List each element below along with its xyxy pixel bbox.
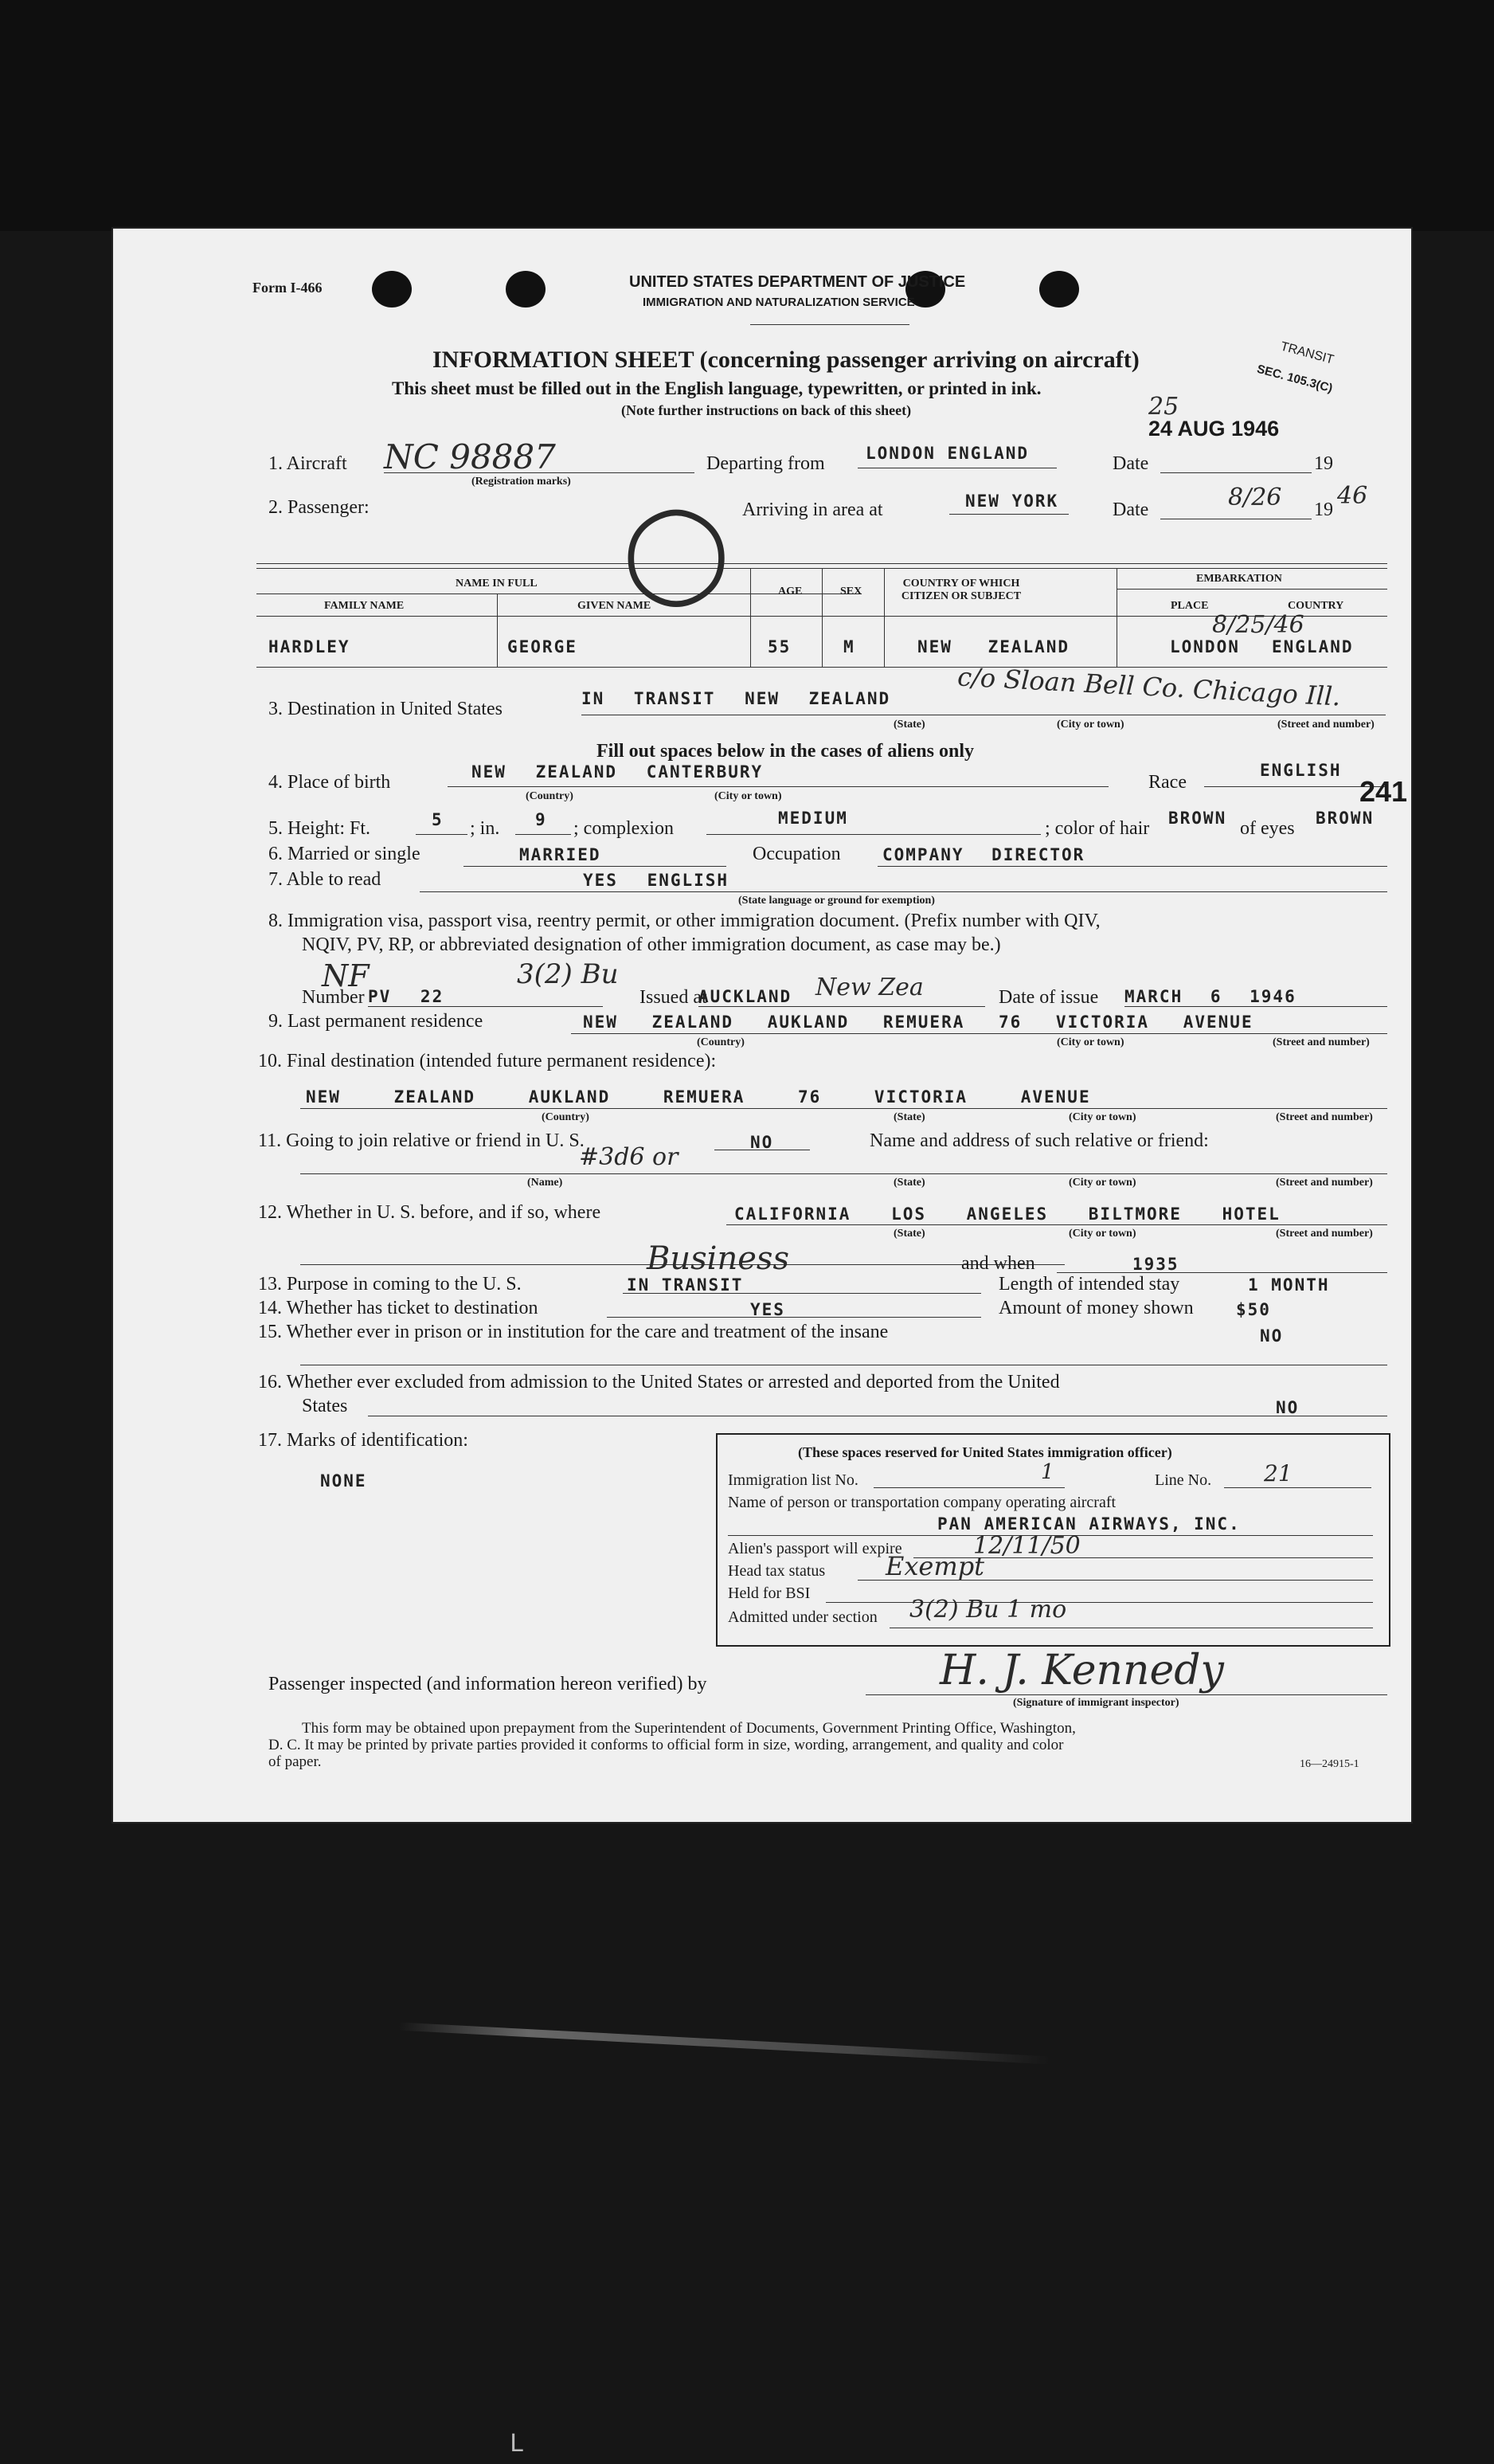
departing-label: Departing from: [706, 453, 825, 474]
prison-value: NO: [1260, 1326, 1284, 1346]
height-label: 5. Height: Ft.: [268, 818, 371, 839]
excluded-label: 16. Whether ever excluded from admission to the United States or arrested and deported from the United: [258, 1372, 1060, 1393]
punch-hole-1: [372, 271, 412, 308]
caption-country: (Country): [697, 1036, 745, 1048]
read-value: YES ENGLISH: [583, 871, 729, 890]
section-stamp: SEC. 105.3(C): [1255, 362, 1335, 396]
marital-value: MARRIED: [519, 845, 601, 864]
prison-label: 15. Whether ever in prison or in institution for the care and treatment of the insane: [258, 1322, 889, 1342]
family-name-header: FAMILY NAME: [324, 600, 405, 612]
visa-handwritten-nf: NF: [322, 958, 370, 993]
name-in-full-header: NAME IN FULL: [456, 578, 538, 590]
arr-year-prefix: 19: [1314, 499, 1333, 520]
visa-label: 8. Immigration visa, passport visa, reentry permit, or other immigration document. (Prefix number with QIV,: [268, 911, 1101, 931]
birthplace-label: 4. Place of birth: [268, 772, 391, 793]
caption-state: (State): [894, 1111, 925, 1123]
purpose-handwritten: Business: [647, 1240, 789, 1277]
headtax-handwritten: Exempt: [886, 1551, 985, 1581]
punch-hole-4: [1039, 271, 1079, 308]
last-residence-label: 9. Last permanent residence: [268, 1011, 483, 1032]
caption-city: (City or town): [1069, 1111, 1136, 1123]
sex-header: SEX: [840, 586, 862, 597]
handwritten-circle: ◯: [623, 496, 730, 606]
date-label: Date: [1113, 453, 1149, 474]
embark-country-value: ENGLAND: [1272, 637, 1354, 656]
occupation-label: Occupation: [753, 844, 841, 864]
admitted-handwritten: 3(2) Bu 1 mo: [909, 1596, 1067, 1624]
excluded-value: NO: [1276, 1398, 1300, 1417]
given-name-header: GIVEN NAME: [577, 600, 651, 612]
caption-street: (Street and number): [1277, 719, 1375, 731]
read-label: 7. Able to read: [268, 869, 381, 890]
caption-state: (State): [894, 719, 925, 731]
doi-label: Date of issue: [999, 987, 1099, 1008]
footer-line-1: This form may be obtained upon prepayment from the Superintendent of Documents, Government Printing Office, Washington,: [302, 1720, 1076, 1737]
caption-city: (City or town): [714, 790, 782, 802]
family-name-value: HARDLEY: [268, 637, 350, 656]
footer-code: 16—24915-1: [1300, 1758, 1359, 1770]
arrival-date-stamp: 24 AUG 1946: [1148, 417, 1280, 441]
issued-handwritten: New Zea: [815, 973, 924, 1001]
caption-country: (Country): [542, 1111, 589, 1123]
line-handwritten: 21: [1264, 1460, 1293, 1487]
line-label: Line No.: [1155, 1471, 1212, 1489]
officer-box-title: (These spaces reserved for United States immigration officer): [798, 1444, 1172, 1460]
join-value: NO: [750, 1133, 774, 1152]
eyes-label: of eyes: [1240, 818, 1295, 839]
inspector-signature: H. J. Kennedy: [940, 1647, 1224, 1694]
caption-city: (City or town): [1057, 719, 1124, 731]
form-note: (Note further instructions on back of this sheet): [621, 402, 912, 418]
before-label: 12. Whether in U. S. before, and if so, where: [258, 1202, 601, 1223]
money-value: $50: [1236, 1300, 1271, 1319]
when-label: and when: [961, 1253, 1035, 1274]
complexion-value: MEDIUM: [778, 809, 848, 828]
height-in: 9: [535, 810, 547, 829]
destination-value: IN TRANSIT NEW ZEALAND: [581, 689, 891, 708]
aircraft-label: 1. Aircraft: [268, 453, 347, 474]
stay-value: 1 MONTH: [1248, 1275, 1330, 1295]
age-header: AGE: [778, 586, 803, 597]
caption-street: (Street and number): [1273, 1036, 1370, 1048]
when-value: 1935: [1132, 1255, 1179, 1274]
list-label: Immigration list No.: [728, 1471, 858, 1489]
sex-value: M: [843, 637, 855, 656]
film-mark: L: [510, 2430, 525, 2458]
occupation-value: COMPANY DIRECTOR: [882, 845, 1085, 864]
marital-label: 6. Married or single: [268, 844, 420, 864]
header-rule: [750, 324, 909, 325]
destination-label: 3. Destination in United States: [268, 699, 503, 719]
company-value: PAN AMERICAN AIRWAYS, INC.: [937, 1514, 1241, 1534]
caption-city: (City or town): [1057, 1036, 1124, 1048]
passport-label: Alien's passport will expire: [728, 1540, 902, 1557]
caption-street: (Street and number): [1276, 1111, 1373, 1123]
doi-value: MARCH 6 1946: [1124, 987, 1296, 1006]
film-border-top: [0, 0, 1494, 231]
embark-handwritten: 8/25/46: [1212, 611, 1304, 639]
place-header: PLACE: [1171, 600, 1209, 612]
embark-place-value: LONDON: [1170, 637, 1240, 656]
country-header: COUNTRY: [1288, 600, 1344, 612]
hair-value: BROWN: [1168, 809, 1227, 828]
caption-name: (Name): [527, 1177, 563, 1189]
number-label: Number: [302, 987, 365, 1008]
birthplace-value: NEW ZEALAND CANTERBURY: [471, 762, 764, 782]
last-residence-value: NEW ZEALAND AUKLAND REMUERA 76 VICTORIA AVENUE: [583, 1013, 1253, 1032]
departing-value: LONDON ENGLAND: [866, 444, 1030, 463]
marks-label: 17. Marks of identification:: [258, 1430, 468, 1451]
read-caption: (State language or ground for exemption): [738, 895, 935, 907]
inspected-label: Passenger inspected (and information hereon verified) by: [268, 1674, 707, 1694]
issued-label: Issued at: [639, 987, 707, 1008]
admitted-label: Admitted under section: [728, 1608, 878, 1626]
arr-year-handwritten: 46: [1337, 482, 1368, 510]
before-value: CALIFORNIA LOS ANGELES BILTMORE HOTEL: [734, 1205, 1281, 1224]
height-ft: 5: [432, 810, 444, 829]
arriving-value: NEW YORK: [965, 492, 1059, 511]
form-number: Form I-466: [252, 280, 323, 296]
complexion-label: ; complexion: [573, 818, 674, 839]
handwritten-date: 25: [1148, 393, 1179, 421]
form-subtitle: This sheet must be filled out in the English language, typewritten, or printed in ink.: [392, 378, 1042, 398]
age-value: 55: [768, 637, 792, 656]
stamp-number: 241: [1359, 775, 1408, 808]
caption-country: (Country): [526, 790, 573, 802]
bsi-label: Held for BSI: [728, 1585, 811, 1602]
visa-handwritten-class: 3(2) Bu: [517, 958, 619, 990]
join-label: 11. Going to join relative or friend in U. S.: [258, 1130, 585, 1151]
arriving-label: Arriving in area at: [742, 499, 883, 520]
signature-caption: (Signature of immigrant inspector): [1013, 1697, 1179, 1709]
company-label: Name of person or transportation company operating aircraft: [728, 1494, 1117, 1511]
final-destination-label: 10. Final destination (intended future permanent residence):: [258, 1051, 717, 1071]
service-name: IMMIGRATION AND NATURALIZATION SERVICE: [643, 296, 915, 309]
stay-label: Length of intended stay: [999, 1274, 1180, 1295]
registration-caption: (Registration marks): [471, 476, 571, 488]
passenger-label: 2. Passenger:: [268, 497, 370, 518]
destination-handwritten: c/o Sloan Bell Co. Chicago Ill.: [956, 661, 1342, 712]
form-title: INFORMATION SHEET (concerning passenger arriving on aircraft): [432, 347, 1140, 373]
eyes-value: BROWN: [1316, 809, 1375, 828]
money-label: Amount of money shown: [999, 1298, 1194, 1318]
embarkation-header: EMBARKATION: [1196, 573, 1282, 585]
footer-line-3: of paper.: [268, 1753, 322, 1770]
given-name-value: GEORGE: [507, 637, 577, 656]
citizen-value: NEW ZEALAND: [917, 637, 1070, 656]
department-name: UNITED STATES DEPARTMENT OF JUSTICE: [629, 273, 966, 291]
number-value: PV 22: [368, 987, 444, 1006]
transit-stamp: TRANSIT: [1279, 339, 1336, 367]
purpose-label: 13. Purpose in coming to the U. S.: [258, 1274, 522, 1295]
caption-street: (Street and number): [1276, 1177, 1373, 1189]
final-destination-value: NEW ZEALAND AUKLAND REMUERA 76 VICTORIA AVENUE: [306, 1087, 1091, 1107]
join-handwritten: #3d6 or: [579, 1143, 679, 1171]
race-value: ENGLISH: [1260, 761, 1342, 780]
arr-date-label: Date: [1113, 499, 1149, 520]
ticket-value: YES: [750, 1300, 785, 1319]
caption-city: (City or town): [1069, 1228, 1136, 1240]
list-handwritten: 1: [1041, 1460, 1054, 1484]
caption-state: (State): [894, 1228, 925, 1240]
punch-hole-2: [506, 271, 546, 308]
aliens-only-header: Fill out spaces below in the cases of aliens only: [596, 741, 975, 762]
marks-value: NONE: [320, 1471, 367, 1491]
ticket-label: 14. Whether has ticket to destination: [258, 1298, 538, 1318]
in-label: ; in.: [470, 818, 500, 839]
caption-state: (State): [894, 1177, 925, 1189]
year-prefix: 19: [1314, 453, 1333, 474]
excluded-label-2: States: [302, 1396, 348, 1416]
hair-label: ; color of hair: [1045, 818, 1150, 839]
purpose-value: IN TRANSIT: [627, 1275, 744, 1295]
passport-handwritten: 12/11/50: [973, 1532, 1081, 1560]
film-scratch: [398, 2023, 1050, 2065]
caption-city: (City or town): [1069, 1177, 1136, 1189]
citizen-header: COUNTRY OF WHICH CITIZEN OR SUBJECT: [901, 578, 1022, 602]
arr-date-handwritten: 8/26: [1228, 484, 1282, 511]
footer-line-2: D. C. It may be printed by private parties provided it conforms to official form in size, wording, arrangement, and quality and color: [268, 1737, 1064, 1753]
headtax-label: Head tax status: [728, 1562, 826, 1580]
aircraft-handwritten: NC 98887: [384, 437, 556, 476]
join-name-label: Name and address of such relative or friend:: [870, 1130, 1209, 1151]
race-label: Race: [1148, 772, 1187, 793]
issued-value: AUCKLAND: [698, 987, 792, 1006]
form-page: [113, 229, 1411, 1822]
caption-street: (Street and number): [1276, 1228, 1373, 1240]
visa-label-2: NQIV, PV, RP, or abbreviated designation of other immigration document, as case may be.): [302, 934, 1001, 955]
